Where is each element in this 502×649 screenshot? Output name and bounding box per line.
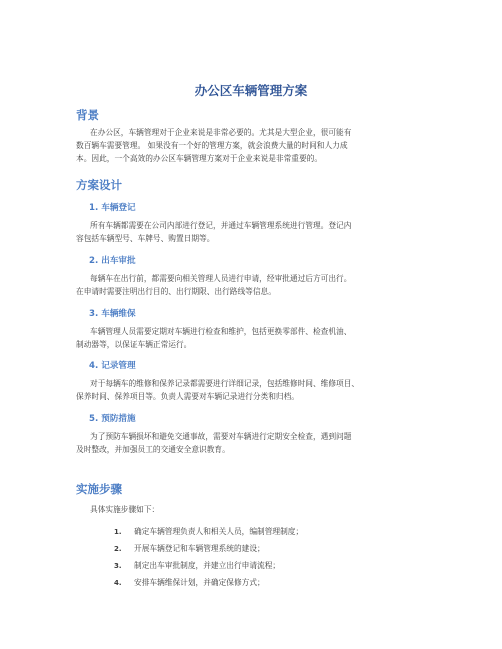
paragraph-line: 数百辆车需要管理。 如果没有一个好的管理方案，就会浪费大量的时间和人力成 [76,141,348,150]
subsection-heading-maintenance: 3. 车辆维保 [89,309,136,319]
list-item [114,526,303,543]
paragraph-line: 对于每辆车的维修和保养记录都需要进行详细记录，包括维修时间、维修项目、 [90,379,360,388]
paragraph-line: 每辆车在出行前，都需要向相关管理人员进行申请，经审批通过后方可出行。 [90,274,352,283]
list-item-number: 2. [114,545,122,553]
list-item-number: 3. [114,562,122,570]
list-item-text: 开展车辆登记和车辆管理系统的建设； [134,544,265,553]
list-item-text: 制定出车审批制度，并建立出行申请流程； [134,561,281,570]
registration-paragraph [76,219,436,245]
paragraph-line: 为了预防车辆损坏和避免交通事故，需要对车辆进行定期安全检查，遇到问题 [90,432,352,441]
list-item-number: 1. [114,528,122,536]
section-heading-design: 方案设计 [76,178,122,192]
implementation-steps-list [114,526,303,594]
paragraph-line: 制动器等，以保证车辆正常运行。 [76,340,192,349]
prevention-paragraph [76,430,436,456]
paragraph-line: 容包括车辆型号、车牌号、购置日期等。 [76,234,215,243]
section-heading-background: 背景 [76,108,99,122]
background-paragraph [76,126,436,165]
paragraph-line: 在办公区，车辆管理对于企业来说是非常必要的。尤其是大型企业，很可能有 [90,128,352,137]
records-paragraph [76,377,436,403]
list-item-text: 安排车辆维保计划，并确定保修方式； [134,578,265,587]
list-item-number: 4. [114,579,122,587]
list-item [114,560,303,577]
section-heading-implementation: 实施步骤 [76,482,122,496]
list-item [114,577,303,594]
paragraph-line: 本。因此，一个高效的办公区车辆管理方案对于企业来说是非常重要的。 [76,154,323,163]
paragraph-line: 具体实施步骤如下： [90,505,160,514]
subsection-heading-prevention: 5. 预防措施 [89,414,136,424]
implementation-intro [76,503,436,516]
paragraph-line: 保养时间、保养项目等。负责人需要对车辆记录进行分类和归档。 [76,392,299,401]
paragraph-line: 在申请时需要注明出行目的、出行期限、出行路线等信息。 [76,287,276,296]
document-title: 办公区车辆管理方案 [194,83,308,98]
subsection-heading-approval: 2. 出车审批 [89,256,136,266]
paragraph-line: 及时整改，并加强员工的交通安全意识教育。 [76,445,230,454]
paragraph-line: 所有车辆都需要在公司内部进行登记，并通过车辆管理系统进行管理。登记内 [90,221,352,230]
paragraph-line: 车辆管理人员需要定期对车辆进行检查和维护，包括更换零部件、检查机油、 [90,327,352,336]
approval-paragraph [76,272,436,298]
subsection-heading-registration: 1. 车辆登记 [89,203,136,213]
list-item-text: 确定车辆管理负责人和相关人员，编制管理制度； [134,527,304,536]
list-item [114,543,303,560]
subsection-heading-records: 4. 记录管理 [89,361,136,371]
maintenance-paragraph [76,325,436,351]
